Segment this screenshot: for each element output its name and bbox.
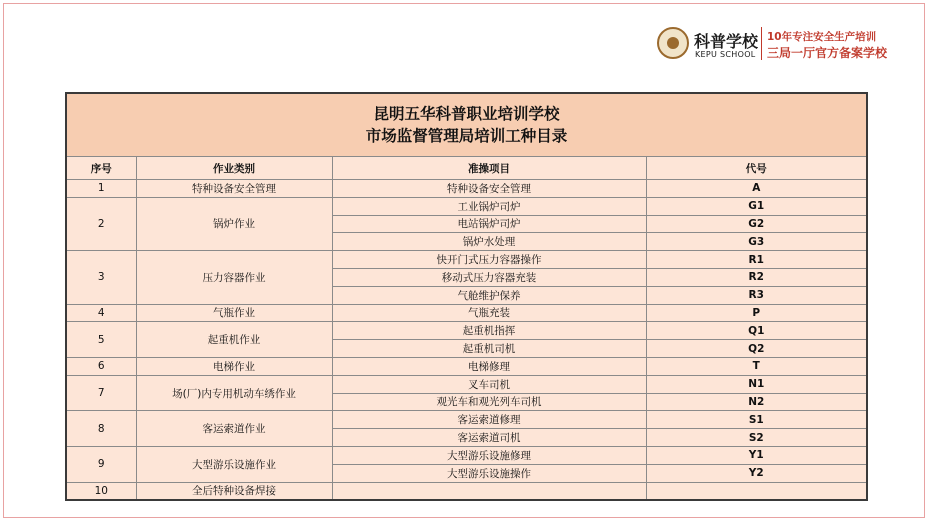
row-number: 7 bbox=[66, 375, 136, 411]
row-number: 8 bbox=[66, 411, 136, 447]
table-row bbox=[66, 197, 867, 215]
row-number: 3 bbox=[66, 251, 136, 304]
row-item: 起重机司机 bbox=[332, 340, 646, 358]
row-item: 起重机指挥 bbox=[332, 322, 646, 340]
row-number: 6 bbox=[66, 357, 136, 375]
table-title-line-1: 昆明五华科普职业培训学校 bbox=[373, 105, 560, 123]
table-row bbox=[66, 180, 867, 198]
table-row bbox=[66, 446, 867, 464]
row-number: 5 bbox=[66, 322, 136, 358]
header-code: 代号 bbox=[646, 157, 867, 180]
row-number: 4 bbox=[66, 304, 136, 322]
row-item: 电梯修理 bbox=[332, 357, 646, 375]
logo-slogan-1: 10年专注安全生产培训 bbox=[767, 31, 877, 43]
table-row bbox=[66, 251, 867, 269]
logo-divider bbox=[761, 27, 762, 60]
row-code: S1 bbox=[646, 411, 867, 429]
logo-name: 科普学校 bbox=[694, 32, 759, 51]
row-category: 起重机作业 bbox=[136, 322, 332, 358]
row-item: 锅炉水处理 bbox=[332, 233, 646, 251]
row-code: G3 bbox=[646, 233, 867, 251]
row-code: T bbox=[646, 357, 867, 375]
row-code: Q2 bbox=[646, 340, 867, 358]
row-code: Y2 bbox=[646, 464, 867, 482]
row-code bbox=[646, 482, 867, 500]
row-category: 全后特种设备焊接 bbox=[136, 482, 332, 500]
table-body bbox=[66, 180, 867, 501]
row-code: G1 bbox=[646, 197, 867, 215]
row-code: N2 bbox=[646, 393, 867, 411]
row-item: 气瓶充装 bbox=[332, 304, 646, 322]
training-catalog-table bbox=[65, 92, 868, 501]
row-item: 观光车和观光列车司机 bbox=[332, 393, 646, 411]
row-category: 大型游乐设施作业 bbox=[136, 446, 332, 482]
row-category: 锅炉作业 bbox=[136, 197, 332, 250]
logo-slogan-2: 三局一厅官方备案学校 bbox=[767, 46, 888, 60]
row-code: N1 bbox=[646, 375, 867, 393]
table-header-row bbox=[66, 157, 867, 180]
row-item: 气舱维护保养 bbox=[332, 286, 646, 304]
row-item: 移动式压力容器充装 bbox=[332, 268, 646, 286]
table-row bbox=[66, 357, 867, 375]
row-item: 快开门式压力容器操作 bbox=[332, 251, 646, 269]
row-item bbox=[332, 482, 646, 500]
row-category: 电梯作业 bbox=[136, 357, 332, 375]
row-item: 电站锅炉司炉 bbox=[332, 215, 646, 233]
table-title bbox=[66, 93, 867, 157]
row-item: 客运索道修理 bbox=[332, 411, 646, 429]
table-row bbox=[66, 375, 867, 393]
table-row bbox=[66, 322, 867, 340]
row-item: 叉车司机 bbox=[332, 375, 646, 393]
row-code: R3 bbox=[646, 286, 867, 304]
row-item: 客运索道司机 bbox=[332, 429, 646, 447]
header-item: 准操项目 bbox=[332, 157, 646, 180]
header-category: 作业类别 bbox=[136, 157, 332, 180]
row-category: 客运索道作业 bbox=[136, 411, 332, 447]
school-emblem-icon bbox=[657, 27, 689, 59]
header-no: 序号 bbox=[66, 157, 136, 180]
row-code: S2 bbox=[646, 429, 867, 447]
table-row bbox=[66, 304, 867, 322]
row-number: 2 bbox=[66, 197, 136, 250]
row-code: R1 bbox=[646, 251, 867, 269]
row-number: 1 bbox=[66, 180, 136, 198]
table-row bbox=[66, 482, 867, 500]
row-item: 工业锅炉司炉 bbox=[332, 197, 646, 215]
row-number: 10 bbox=[66, 482, 136, 500]
row-code: R2 bbox=[646, 268, 867, 286]
logo-english-name: KEPU SCHOOL bbox=[695, 50, 756, 59]
row-code: Q1 bbox=[646, 322, 867, 340]
row-item: 大型游乐设施修理 bbox=[332, 446, 646, 464]
row-category: 特种设备安全管理 bbox=[136, 180, 332, 198]
table-title-line-2: 市场监督管理局培训工种目录 bbox=[365, 127, 568, 145]
row-category: 压力容器作业 bbox=[136, 251, 332, 304]
row-number: 9 bbox=[66, 446, 136, 482]
row-category: 气瓶作业 bbox=[136, 304, 332, 322]
row-code: G2 bbox=[646, 215, 867, 233]
row-item: 大型游乐设施操作 bbox=[332, 464, 646, 482]
row-category: 场(厂)内专用机动车绣作业 bbox=[136, 375, 332, 411]
row-code: Y1 bbox=[646, 446, 867, 464]
row-code: P bbox=[646, 304, 867, 322]
row-code: A bbox=[646, 180, 867, 198]
row-item: 特种设备安全管理 bbox=[332, 180, 646, 198]
table-row bbox=[66, 411, 867, 429]
